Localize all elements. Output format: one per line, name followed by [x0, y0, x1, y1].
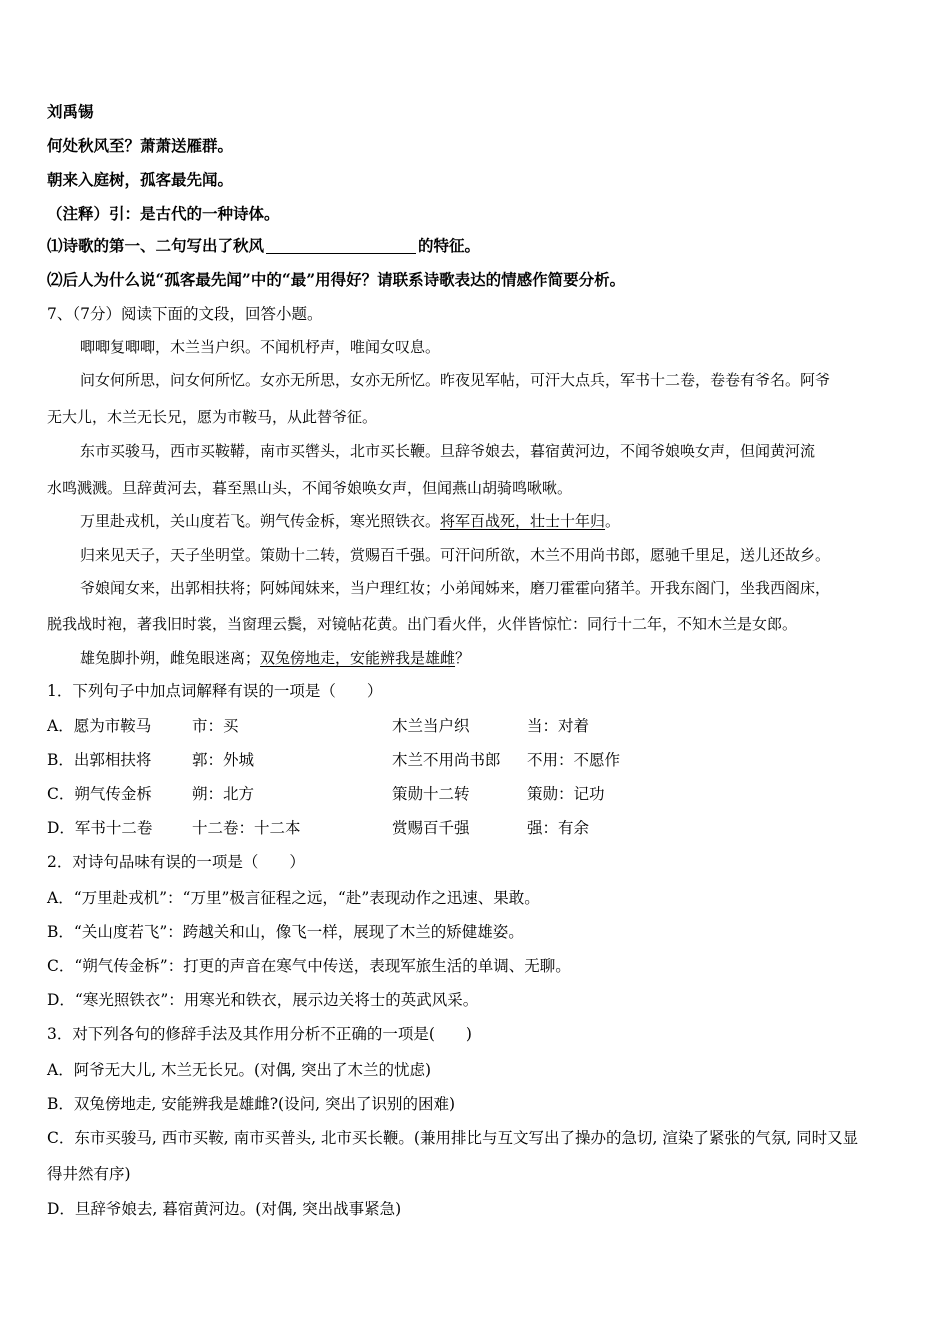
option-gloss: 不用：不愿作 — [527, 751, 621, 769]
question-2-option-c: C．“朔气传金柝”：打更的声音在寒气中传送，表现军旅生活的单调、无聊。 — [47, 957, 571, 975]
option-gloss: 十二卷：十二本 — [192, 819, 301, 837]
option-label: B．出郭相扶将 — [47, 751, 152, 769]
sentence-end: 。 — [605, 512, 621, 530]
question-1-option-b — [47, 750, 907, 770]
option-phrase: 策勋十二转 — [392, 785, 470, 803]
option-gloss: 朔：北方 — [192, 785, 255, 803]
passage-paragraph-6b: 脱我战时袍，著我旧时裳，当窗理云鬓，对镜帖花黄。出门看火伴，火伴皆惊忙：同行十二年，不知木兰是女郎。 — [47, 615, 798, 633]
question-3-stem: 3．对下列各句的修辞手法及其作用分析不正确的一项是( ) — [47, 1025, 472, 1043]
question-3-option-c-line-2: 得井然有序) — [47, 1165, 131, 1183]
option-phrase: 木兰不用尚书郎 — [392, 751, 501, 769]
poem-question-1 — [47, 236, 910, 256]
passage-paragraph-2a: 问女何所思，问女何所忆。女亦无所思，女亦无所忆。昨夜见军帖，可汗大点兵，军书十二卷，卷卷有爷名。阿爷 — [80, 371, 831, 389]
answer-blank — [266, 237, 416, 254]
question-3-option-d: D．旦辞爷娘去, 暮宿黄河边。(对偶, 突出战事紧急) — [47, 1200, 402, 1218]
poem-line-2: 朝来入庭树，孤客最先闻。 — [47, 170, 234, 189]
section-7-heading: 7、（7分）阅读下面的文段，回答小题。 — [47, 305, 323, 323]
question-2-option-b: B．“关山度若飞”：跨越关和山，像飞一样，展现了木兰的矫健雄姿。 — [47, 923, 524, 941]
passage-paragraph-1: 唧唧复唧唧，木兰当户织。不闻机杼声，唯闻女叹息。 — [80, 338, 441, 356]
question-1-option-a — [47, 716, 907, 736]
sentence-end: ？ — [455, 649, 471, 667]
question-1-stem: 1．下列句子中加点词解释有误的一项是（ ） — [47, 682, 383, 700]
passage-paragraph-3b: 水鸣溅溅。旦辞黄河去，暮至黑山头，不闻爷娘唤女声，但闻燕山胡骑鸣啾啾。 — [47, 479, 573, 497]
passage-paragraph-5: 归来见天子，天子坐明堂。策勋十二转，赏赐百千强。可汗问所欲，木兰不用尚书郎，愿驰千里足，送儿还故乡。 — [80, 546, 831, 564]
option-phrase: 木兰当户织 — [392, 717, 470, 735]
option-label: A．愿为市鞍马 — [47, 717, 152, 735]
passage-paragraph-3a: 东市买骏马，西市买鞍鞯，南市买辔头，北市买长鞭。旦辞爷娘去，暮宿黄河边，不闻爷娘唤女声，但闻黄河流 — [80, 442, 816, 460]
poem-note: （注释）引：是古代的一种诗体。 — [47, 204, 280, 223]
poem-question-2: ⑵后人为什么说“孤客最先闻”中的“最”用得好？请联系诗歌表达的情感作简要分析。 — [47, 270, 626, 289]
option-gloss: 当：对着 — [527, 717, 590, 735]
option-gloss: 强：有余 — [527, 819, 590, 837]
passage-paragraph-6a: 爷娘闻女来，出郭相扶将；阿姊闻妹来，当户理红妆；小弟闻姊来，磨刀霍霍向猪羊。开我东阁门，坐我西阁床， — [80, 579, 831, 597]
question-2-stem: 2．对诗句品味有误的一项是（ ） — [47, 853, 305, 871]
underlined-sentence: 双兔傍地走，安能辨我是雄雌 — [260, 649, 456, 667]
question-3-option-b: B．双兔傍地走, 安能辨我是雄雌?(设问, 突出了识别的困难) — [47, 1095, 456, 1113]
passage-paragraph-7-text: 雄兔脚扑朔，雌兔眼迷离； — [80, 649, 261, 667]
poem-question-1-suffix: 的特征。 — [418, 236, 481, 255]
question-3-option-a: A．阿爷无大儿, 木兰无长兄。(对偶, 突出了木兰的忧虑) — [47, 1061, 431, 1079]
poem-question-1-prefix: ⑴诗歌的第一、二句写出了秋风 — [47, 236, 265, 255]
poem-line-1: 何处秋风至？萧萧送雁群。 — [47, 136, 234, 155]
underlined-sentence: 将军百战死，壮士十年归 — [440, 512, 606, 530]
passage-paragraph-4 — [80, 511, 910, 531]
question-1-option-c — [47, 784, 907, 804]
question-2-option-a: A．“万里赴戎机”：“万里”极言征程之远，“赴”表现动作之迅速、果敢。 — [47, 889, 540, 907]
question-2-option-d: D．“寒光照铁衣”：用寒光和铁衣，展示边关将士的英武风采。 — [47, 991, 479, 1009]
option-label: C．朔气传金柝 — [47, 785, 152, 803]
passage-paragraph-7 — [80, 648, 910, 668]
option-gloss: 策勋：记功 — [527, 785, 605, 803]
option-phrase: 赏赐百千强 — [392, 819, 470, 837]
question-1-option-d — [47, 818, 907, 838]
question-3-option-c-line-1: C．东市买骏马, 西市买鞍, 南市买普头, 北市买长鞭。(兼用排比与互文写出了操办的急切, 渲染了紧张的气氛, 同时又显 — [47, 1129, 859, 1147]
option-gloss: 市：买 — [192, 717, 239, 735]
option-label: D．军书十二卷 — [47, 819, 153, 837]
poem-author: 刘禹锡 — [47, 102, 94, 121]
option-gloss: 郭：外城 — [192, 751, 255, 769]
passage-paragraph-2b: 无大儿，木兰无长兄，愿为市鞍马，从此替爷征。 — [47, 408, 378, 426]
passage-paragraph-4-text: 万里赴戎机，关山度若飞。朔气传金柝，寒光照铁衣。 — [80, 512, 441, 530]
